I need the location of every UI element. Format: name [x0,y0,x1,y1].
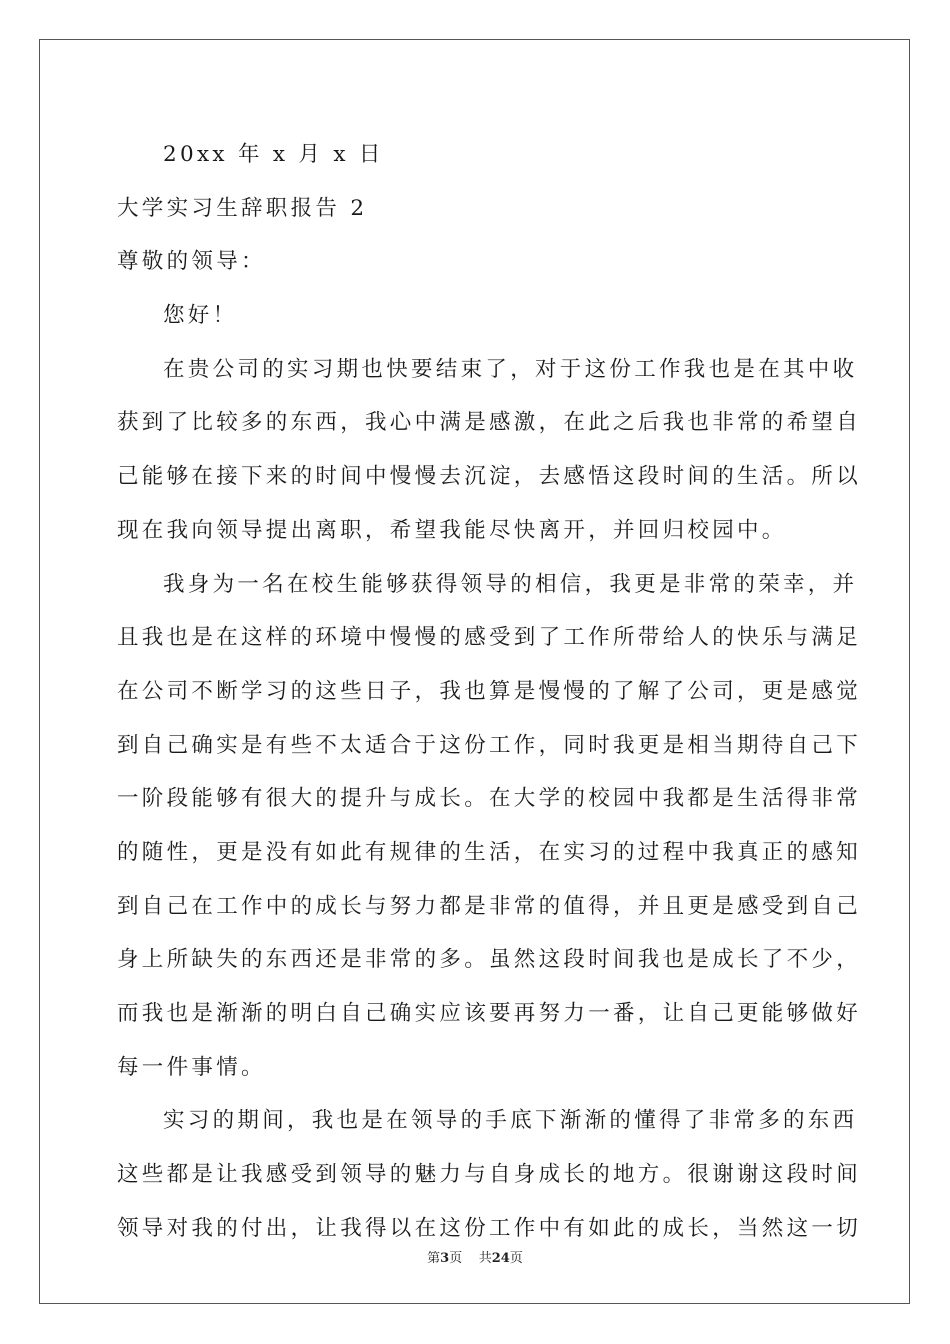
paragraph-line: 每一件事情。 [117,1054,266,1080]
paragraph-line: 我身为一名在校生能够获得领导的相信，我更是非常的荣幸，并 [163,571,858,597]
paragraph-line: 而我也是渐渐的明白自己确实应该要再努力一番，让自己更能够做好 [117,1001,862,1026]
paragraph-line: 一阶段能够有很大的提升与成长。在大学的校园中我都是生活得非常 [117,786,862,812]
page-suffix: 页 [449,1251,463,1266]
document-title: 大学实习生辞职报告 2 [117,195,368,221]
paragraph-line: 己能够在接下来的时间中慢慢去沉淀，去感悟这段时间的生活。所以 [117,464,862,490]
greeting: 您好！ [163,303,238,329]
total-pages: 24 [491,1251,510,1266]
total-prefix: 共 [478,1251,492,1266]
paragraph-line: 到自己确实是有些不太适合于这份工作，同时我更是相当期待自己下 [117,732,862,758]
paragraph-line: 的随性，更是没有如此有规律的生活，在实习的过程中我真正的感知 [117,839,862,865]
paragraph-line: 在贵公司的实习期也快要结束了，对于这份工作我也是在其中收 [163,356,858,382]
paragraph-line: 且我也是在这样的环境中慢慢的感受到了工作所带给人的快乐与满足 [117,625,862,651]
document-body [117,128,862,1255]
salutation: 尊敬的领导： [117,249,266,275]
paragraph-line: 这些都是让我感受到领导的魅力与自身成长的地方。很谢谢这段时间 [117,1162,862,1188]
page-number: 3 [440,1251,450,1266]
paragraph-line: 到自己在工作中的成长与努力都是非常的值得，并且更是感受到自己 [117,893,862,919]
paragraph-line: 实习的期间，我也是在领导的手底下渐渐的懂得了非常多的东西 [163,1108,858,1134]
paragraph-line: 获到了比较多的东西，我心中满是感激，在此之后我也非常的希望自 [117,410,862,436]
paragraph-line: 身上所缺失的东西还是非常的多。虽然这段时间我也是成长了不少， [117,947,862,973]
paragraph-line: 领导对我的付出，让我得以在这份工作中有如此的成长，当然这一切 [117,1215,862,1241]
paragraph-line: 现在我向领导提出离职，希望我能尽快离开，并回归校园中。 [117,517,787,543]
date-line: 20xx 年 x 月 x 日 [163,142,384,167]
paragraph-line: 在公司不断学习的这些日子，我也算是慢慢的了解了公司，更是感觉 [117,678,862,704]
page-prefix: 第 [427,1251,441,1266]
total-suffix: 页 [509,1251,523,1266]
page-footer [0,1247,950,1266]
